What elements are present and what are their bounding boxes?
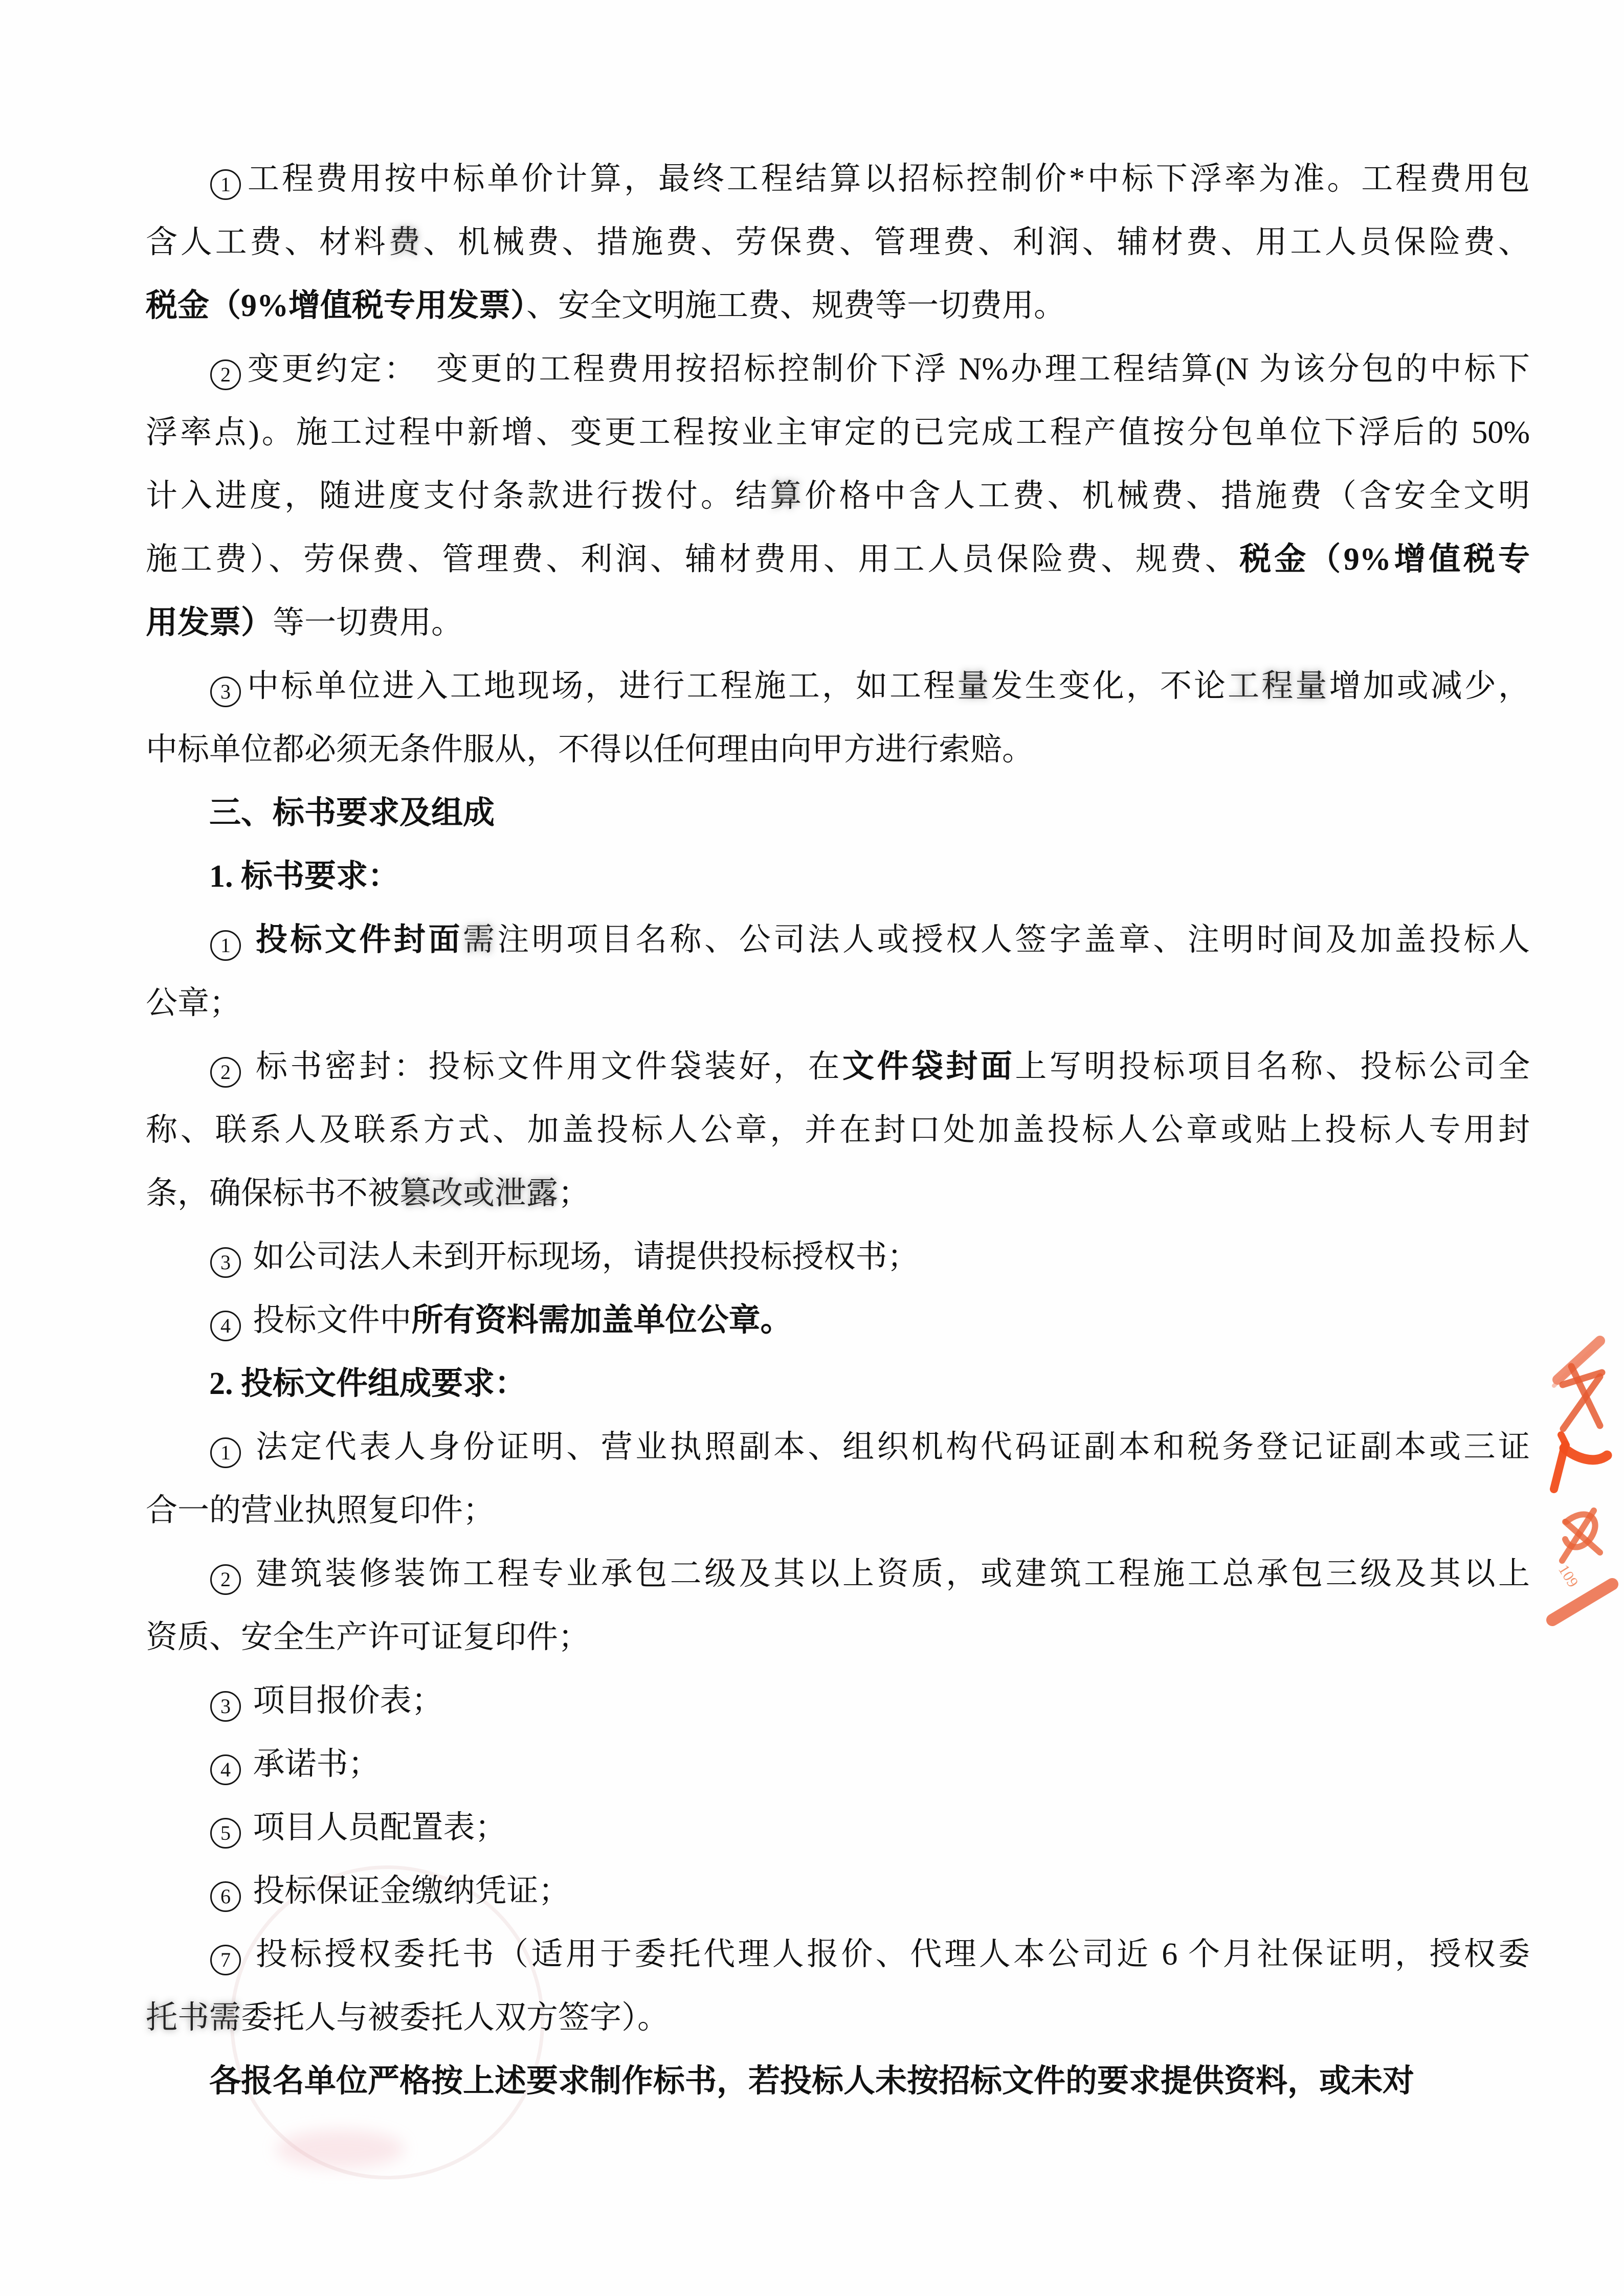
text-run: 中标单位都必须无条件服从，不得以任何理由向甲方进行索赔。 [146, 732, 1034, 767]
text-line [146, 1859, 1530, 1923]
text-line [146, 337, 1530, 401]
text-run: 发生变化，不论 [991, 669, 1228, 704]
text-run: 合一的营业执照复印件； [146, 1493, 495, 1528]
text-run: 浮率点)。施工过程中新增、变更工程按业主审定的已完成工程产值按分包单位下浮后的 50% [146, 415, 1530, 450]
bold-text-run: 三、标书要求及组成 [209, 796, 495, 830]
circled-number: 3 [210, 1691, 241, 1722]
text-run: 标书密封：投标文件用文件袋装好，在 [245, 1049, 842, 1084]
text-line [146, 1542, 1530, 1606]
bold-text-run: 1. 标书要求： [209, 859, 400, 894]
text-line [146, 1352, 1530, 1415]
text-run: 法定代表人身份证明、营业执照副本、组织机构代码证副本和税务登记证副本或三证 [245, 1430, 1530, 1465]
circled-number: 1 [210, 1437, 241, 1468]
bold-text-run: 所有资料需加盖单位公章。 [411, 1303, 792, 1338]
circled-number: 2 [210, 1564, 241, 1595]
bold-text-run: 投标文件封面 [255, 922, 463, 957]
text-line [146, 147, 1530, 211]
text-run: 量 [957, 669, 991, 704]
text-run: 等一切费用。 [273, 605, 463, 640]
text-run: 投标保证金缴纳凭证； [245, 1874, 570, 1908]
text-line [146, 464, 1530, 528]
text-run: 承诺书； [245, 1747, 380, 1782]
bold-text-run: 2. 投标文件组成要求： [209, 1366, 527, 1401]
text-line [146, 718, 1530, 781]
text-run: 篡改或泄露 [399, 1176, 559, 1211]
text-line [146, 781, 1530, 845]
text-run: 项目报价表； [245, 1683, 443, 1718]
text-line [146, 908, 1530, 972]
circled-number: 1 [210, 169, 241, 200]
text-run: 增加或减少， [1329, 669, 1530, 704]
text-run: 委托人与被委托人双方签字）。 [241, 2000, 670, 2035]
text-run: 项目人员配置表； [245, 1810, 507, 1845]
text-line [146, 1415, 1530, 1479]
text-run: 建筑装修装饰工程专业承包二级及其以上资质，或建筑工程施工总承包三级及其以上 [245, 1557, 1530, 1591]
seal-stroke [1552, 1584, 1612, 1620]
text-run: 变更约定： 变更的工程费用按招标控制价下浮 N%办理工程结算(N 为该分包的中标下 [245, 352, 1530, 387]
text-line [146, 1986, 1530, 2050]
text-run: 注明项目名称、公司法人或授权人签字盖章、注明时间及加盖投标人 [497, 922, 1530, 957]
bold-text-run: 各报名单位严格按上述要求制作标书，若投标人未按招标文件的要求提供资料，或未对 [209, 2064, 1415, 2099]
text-line [146, 1796, 1530, 1859]
text-line [146, 1098, 1530, 1162]
circled-number: 5 [210, 1818, 241, 1849]
text-line [146, 274, 1530, 337]
text-line [146, 1289, 1530, 1352]
text-run: 上写明投标项目名称、投标公司全 [1015, 1049, 1530, 1084]
text-run: 如公司法人未到开标现场，请提供投标授权书； [245, 1240, 919, 1274]
seal-serial-digits: 109 [1555, 1562, 1582, 1590]
text-line [146, 1225, 1530, 1289]
text-run: 价格中含人工费、机械费、措施费（含安全文明 [805, 479, 1530, 513]
text-line [146, 1923, 1530, 1986]
text-run: 公章； [146, 986, 241, 1021]
text-run: 称、联系人及联系方式、加盖投标人公章，并在封口处加盖投标人公章或贴上投标人专用封 [146, 1113, 1530, 1147]
text-line [146, 528, 1530, 591]
text-run: 工程量 [1228, 669, 1329, 704]
text-run: 、机械费、措施费、劳保费、管理费、利润、辅材费、用工人员保险费、 [423, 225, 1530, 260]
text-line [146, 972, 1530, 1035]
text-line [146, 401, 1530, 464]
text-run: 算 [770, 479, 805, 513]
circled-number: 4 [210, 1311, 241, 1341]
text-run: 条，确保标书不被 [146, 1176, 400, 1211]
text-line [146, 2050, 1530, 2113]
text-run: 工程费用按中标单价计算，最终工程结算以招标控制价*中标下浮率为准。工程费用包 [245, 162, 1530, 196]
text-line [146, 1606, 1530, 1669]
circled-number: 3 [210, 1247, 241, 1278]
text-line [146, 1035, 1530, 1098]
text-run: 费 [388, 225, 424, 260]
text-run: 投标文件中 [245, 1303, 412, 1338]
seal-glyph-stroke [1564, 1448, 1607, 1460]
text-run [245, 922, 256, 957]
bold-text-run: 文件袋封面 [842, 1049, 1015, 1084]
text-line [146, 845, 1530, 908]
circled-number: 3 [210, 677, 241, 707]
text-line [146, 1732, 1530, 1796]
text-line [146, 1479, 1530, 1542]
text-line [146, 591, 1530, 655]
text-run: 需 [462, 922, 498, 957]
text-line [146, 211, 1530, 274]
circled-number: 4 [210, 1754, 241, 1785]
text-run: 投标授权委托书（适用于委托代理人报价、代理人本公司近 6 个月社保证明，授权委 [245, 1937, 1530, 1972]
document-body [146, 147, 1530, 2113]
text-run: 含人工费、材料 [146, 225, 389, 260]
circled-number: 6 [210, 1881, 241, 1912]
bold-text-run: 税金（9%增值税专 [1239, 542, 1530, 577]
text-run: 计入进度，随进度支付条款进行拨付。结 [146, 479, 770, 513]
text-line [146, 1162, 1530, 1225]
circled-number: 7 [210, 1945, 241, 1975]
bold-text-run: 税金（9%增值税专用发票） [146, 288, 527, 323]
text-run: 托书需 [146, 2000, 241, 2035]
text-run: 资质、安全生产许可证复印件； [146, 1620, 590, 1655]
red-seal-fragment [1534, 1319, 1624, 1657]
text-run: ； [558, 1176, 590, 1211]
circled-number: 2 [210, 1057, 241, 1088]
text-line [146, 655, 1530, 718]
text-run: 中标单位进入工地现场，进行工程施工，如工程 [245, 669, 958, 704]
text-run: 施工费）、劳保费、管理费、利润、辅材费用、用工人员保险费、规费、 [146, 542, 1240, 577]
bold-text-run: 用发票） [146, 605, 273, 640]
circled-number: 2 [210, 359, 241, 390]
text-run: 、安全文明施工费、规费等一切费用。 [526, 288, 1066, 323]
text-line [146, 1669, 1530, 1732]
circled-number: 1 [210, 930, 241, 961]
ghost-stamp-smudge [276, 2130, 404, 2168]
